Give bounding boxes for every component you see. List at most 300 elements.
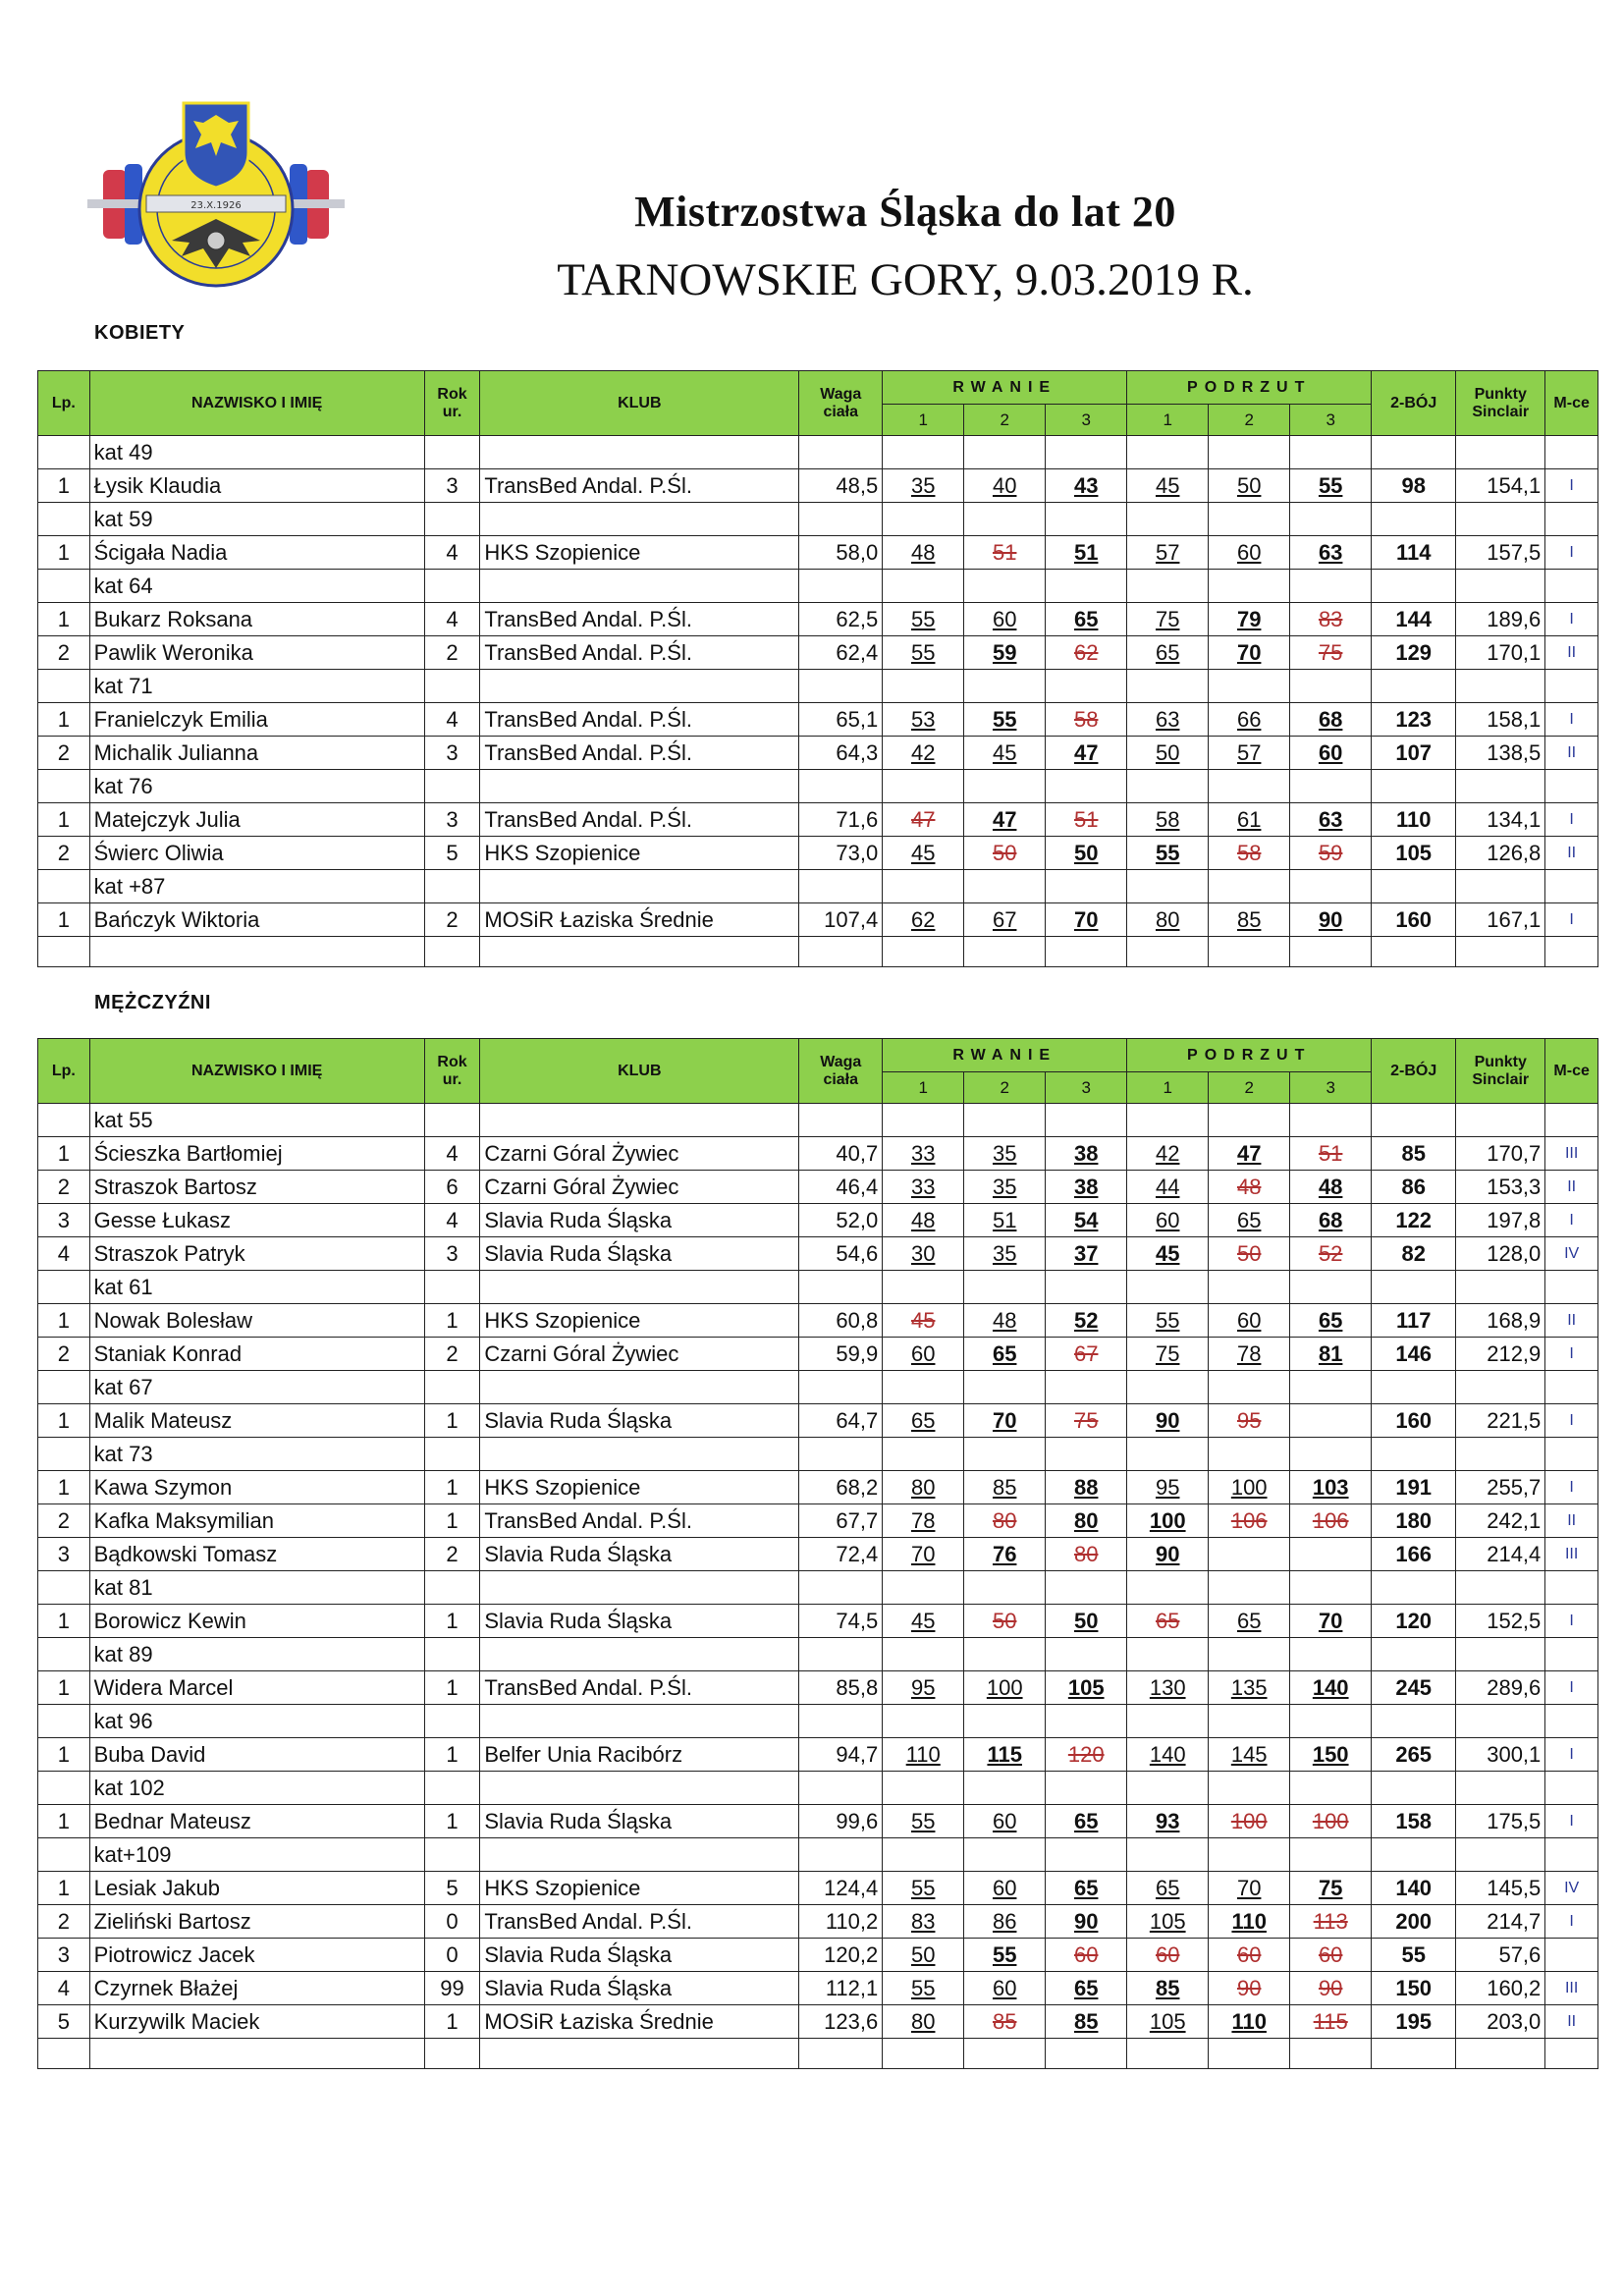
total-cell: 245 [1372,1671,1456,1705]
cj-attempt-2: 57 [1209,737,1290,770]
lp-cell: 3 [38,1538,90,1571]
total-cell: 107 [1372,737,1456,770]
table-row [38,1939,1598,1972]
body-weight: 54,6 [799,1237,883,1271]
col-header-rok: Rok ur. [424,371,480,436]
table-row [38,803,1598,837]
lp-cell: 2 [38,1171,90,1204]
sinclair-points: 157,5 [1456,536,1545,570]
club-name: Slavia Ruda Śląska [480,1972,799,2005]
snatch-attempt-3: 43 [1046,469,1127,503]
snatch-attempt-2: 60 [964,603,1046,636]
club-name: TransBed Andal. P.Śl. [480,1905,799,1939]
total-cell: 55 [1372,1939,1456,1972]
cj-attempt-3: 81 [1290,1338,1372,1371]
sinclair-points: 189,6 [1456,603,1545,636]
snatch-attempt-2: 51 [964,536,1046,570]
lp-cell: 1 [38,1872,90,1905]
body-weight: 52,0 [799,1204,883,1237]
birth-year: 99 [424,1972,480,2005]
club-name: Slavia Ruda Śląska [480,1805,799,1838]
col-header-place: M-ce [1545,371,1598,436]
cj-attempt-2: 60 [1209,536,1290,570]
cj-attempt-3: 55 [1290,469,1372,503]
table-row [38,2005,1598,2039]
col-header-sinclair: Punkty Sinclair [1456,1039,1545,1104]
lp-cell: 1 [38,1605,90,1638]
body-weight: 74,5 [799,1605,883,1638]
cj-attempt-2: 50 [1209,469,1290,503]
snatch-attempt-2: 55 [964,703,1046,737]
place-cell: I [1545,1671,1598,1705]
table-row [38,703,1598,737]
snatch-attempt-1: 55 [883,636,964,670]
cj-attempt-3: 70 [1290,1605,1372,1638]
cj-attempt-3: 63 [1290,536,1372,570]
total-cell: 150 [1372,1972,1456,2005]
body-weight: 59,9 [799,1338,883,1371]
cj-attempt-1: 42 [1127,1137,1209,1171]
snatch-attempt-2: 65 [964,1338,1046,1371]
total-cell: 110 [1372,803,1456,837]
body-weight: 40,7 [799,1137,883,1171]
cj-attempt-3: 60 [1290,737,1372,770]
weight-category: kat +87 [89,870,424,903]
cj-attempt-3: 63 [1290,803,1372,837]
snatch-attempt-2: 60 [964,1972,1046,2005]
col-header-lp: Lp. [38,1039,90,1104]
category-row [38,1772,1598,1805]
cj-attempt-2: 90 [1209,1972,1290,2005]
category-row [38,1438,1598,1471]
body-weight: 120,2 [799,1939,883,1972]
table-row [38,1504,1598,1538]
category-row [38,1371,1598,1404]
lp-cell: 1 [38,1671,90,1705]
cj-attempt-2: 106 [1209,1504,1290,1538]
athlete-name: Bednar Mateusz [89,1805,424,1838]
snatch-attempt-2: 85 [964,1471,1046,1504]
athlete-name: Lesiak Jakub [89,1872,424,1905]
col-header-total: 2-BÓJ [1372,1039,1456,1104]
place-cell: I [1545,1338,1598,1371]
sinclair-points: 168,9 [1456,1304,1545,1338]
snatch-attempt-2: 100 [964,1671,1046,1705]
sinclair-points: 203,0 [1456,2005,1545,2039]
cj-attempt-1: 85 [1127,1972,1209,2005]
cj-attempt-1: 45 [1127,469,1209,503]
snatch-attempt-3: 80 [1046,1538,1127,1571]
lp-cell: 1 [38,536,90,570]
body-weight: 62,5 [799,603,883,636]
snatch-attempt-2: 86 [964,1905,1046,1939]
cj-attempt-3: 103 [1290,1471,1372,1504]
cj-attempt-1: 90 [1127,1538,1209,1571]
sinclair-points: 154,1 [1456,469,1545,503]
cj-attempt-1: 44 [1127,1171,1209,1204]
athlete-name: Michalik Julianna [89,737,424,770]
cj-attempt-3: 59 [1290,837,1372,870]
athlete-name: Zieliński Bartosz [89,1905,424,1939]
snatch-attempt-2: 67 [964,903,1046,937]
body-weight: 46,4 [799,1171,883,1204]
weight-category: kat 55 [89,1104,424,1137]
club-name: Czarni Góral Żywiec [480,1338,799,1371]
snatch-attempt-1: 78 [883,1504,964,1538]
col-header-podrzut: PODRZUT [1127,371,1372,405]
total-cell: 123 [1372,703,1456,737]
cj-attempt-3: 140 [1290,1671,1372,1705]
lp-cell: 4 [38,1237,90,1271]
athlete-name: Nowak Bolesław [89,1304,424,1338]
snatch-attempt-2: 80 [964,1504,1046,1538]
cj-attempt-1: 60 [1127,1939,1209,1972]
col-header-attempt-1: 1 [1127,1072,1209,1104]
category-row [38,436,1598,469]
cj-attempt-2: 58 [1209,837,1290,870]
table-row [38,1872,1598,1905]
total-cell: 86 [1372,1171,1456,1204]
total-cell: 122 [1372,1204,1456,1237]
birth-year: 1 [424,1805,480,1838]
col-header-attempt-2: 2 [1209,1072,1290,1104]
athlete-name: Straszok Bartosz [89,1171,424,1204]
lp-cell: 1 [38,1404,90,1438]
body-weight: 94,7 [799,1738,883,1772]
table-row [38,1204,1598,1237]
birth-year: 1 [424,1404,480,1438]
birth-year: 1 [424,1471,480,1504]
table-row [38,1171,1598,1204]
athlete-name: Malik Mateusz [89,1404,424,1438]
snatch-attempt-3: 58 [1046,703,1127,737]
sinclair-points: 197,8 [1456,1204,1545,1237]
place-cell: I [1545,1605,1598,1638]
sinclair-points: 214,7 [1456,1905,1545,1939]
table-row [38,737,1598,770]
lp-cell: 2 [38,1905,90,1939]
snatch-attempt-1: 95 [883,1671,964,1705]
birth-year: 1 [424,1671,480,1705]
snatch-attempt-3: 50 [1046,1605,1127,1638]
col-header-attempt-2: 2 [964,1072,1046,1104]
snatch-attempt-2: 40 [964,469,1046,503]
cj-attempt-3: 90 [1290,1972,1372,2005]
snatch-attempt-1: 110 [883,1738,964,1772]
total-cell: 160 [1372,903,1456,937]
cj-attempt-1: 65 [1127,636,1209,670]
snatch-attempt-2: 45 [964,737,1046,770]
athlete-name: Kurzywilk Maciek [89,2005,424,2039]
snatch-attempt-2: 115 [964,1738,1046,1772]
snatch-attempt-3: 37 [1046,1237,1127,1271]
body-weight: 58,0 [799,536,883,570]
snatch-attempt-3: 105 [1046,1671,1127,1705]
cj-attempt-3: 83 [1290,603,1372,636]
weight-category: kat 102 [89,1772,424,1805]
club-name: MOSiR Łaziska Średnie [480,2005,799,2039]
birth-year: 4 [424,703,480,737]
body-weight: 112,1 [799,1972,883,2005]
snatch-attempt-2: 35 [964,1171,1046,1204]
place-cell: I [1545,1471,1598,1504]
sinclair-points: 160,2 [1456,1972,1545,2005]
sinclair-points: 138,5 [1456,737,1545,770]
snatch-attempt-3: 80 [1046,1504,1127,1538]
snatch-attempt-1: 42 [883,737,964,770]
club-name: TransBed Andal. P.Śl. [480,803,799,837]
table-row [38,1671,1598,1705]
club-name: TransBed Andal. P.Śl. [480,603,799,636]
athlete-name: Kafka Maksymilian [89,1504,424,1538]
snatch-attempt-3: 60 [1046,1939,1127,1972]
table-row [38,1972,1598,2005]
page-subtitle: TARNOWSKIE GORY, 9.03.2019 R. [557,254,1254,305]
snatch-attempt-1: 47 [883,803,964,837]
weight-category: kat 67 [89,1371,424,1404]
club-name: TransBed Andal. P.Śl. [480,703,799,737]
total-cell: 265 [1372,1738,1456,1772]
athlete-name: Piotrowicz Jacek [89,1939,424,1972]
total-cell: 166 [1372,1538,1456,1571]
snatch-attempt-1: 48 [883,536,964,570]
section-label-women: KOBIETY [94,322,186,344]
sinclair-points: 145,5 [1456,1872,1545,1905]
snatch-attempt-3: 65 [1046,1972,1127,2005]
sinclair-points: 57,6 [1456,1939,1545,1972]
table-row [38,1805,1598,1838]
athlete-name: Świerc Oliwia [89,837,424,870]
total-cell: 117 [1372,1304,1456,1338]
body-weight: 110,2 [799,1905,883,1939]
table-row [38,837,1598,870]
athlete-name: Czyrnek Błażej [89,1972,424,2005]
athlete-name: Matejczyk Julia [89,803,424,837]
sinclair-points: 128,0 [1456,1237,1545,1271]
snatch-attempt-3: 51 [1046,803,1127,837]
col-header-klub: KLUB [480,1039,799,1104]
birth-year: 2 [424,1338,480,1371]
sinclair-points: 175,5 [1456,1805,1545,1838]
cj-attempt-2: 110 [1209,1905,1290,1939]
category-row [38,870,1598,903]
results-table-women [37,370,1598,967]
body-weight: 68,2 [799,1471,883,1504]
cj-attempt-1: 63 [1127,703,1209,737]
col-header-attempt-3: 3 [1290,405,1372,436]
weight-category: kat 96 [89,1705,424,1738]
lp-cell: 3 [38,1939,90,1972]
cj-attempt-3: 100 [1290,1805,1372,1838]
cj-attempt-3: 75 [1290,636,1372,670]
club-name: MOSiR Łaziska Średnie [480,903,799,937]
athlete-name: Straszok Patryk [89,1237,424,1271]
cj-attempt-2: 100 [1209,1805,1290,1838]
weight-category: kat 59 [89,503,424,536]
snatch-attempt-3: 54 [1046,1204,1127,1237]
total-cell: 129 [1372,636,1456,670]
birth-year: 1 [424,1738,480,1772]
sinclair-points: 126,8 [1456,837,1545,870]
place-cell: I [1545,1905,1598,1939]
col-header-sinclair: Punkty Sinclair [1456,371,1545,436]
category-row [38,1838,1598,1872]
cj-attempt-3: 51 [1290,1137,1372,1171]
sinclair-points: 221,5 [1456,1404,1545,1438]
col-header-attempt-1: 1 [883,1072,964,1104]
club-name: Belfer Unia Racibórz [480,1738,799,1772]
col-header-place: M-ce [1545,1039,1598,1104]
lp-cell: 4 [38,1972,90,2005]
weight-category: kat 61 [89,1271,424,1304]
body-weight: 65,1 [799,703,883,737]
cj-attempt-2: 78 [1209,1338,1290,1371]
snatch-attempt-1: 80 [883,2005,964,2039]
cj-attempt-3: 65 [1290,1304,1372,1338]
cj-attempt-2 [1209,1538,1290,1571]
cj-attempt-2: 65 [1209,1204,1290,1237]
birth-year: 4 [424,603,480,636]
empty-row [38,937,1598,967]
lp-cell: 3 [38,1204,90,1237]
total-cell: 146 [1372,1338,1456,1371]
category-row [38,770,1598,803]
col-header-attempt-3: 3 [1046,1072,1127,1104]
body-weight: 67,7 [799,1504,883,1538]
total-cell: 140 [1372,1872,1456,1905]
body-weight: 73,0 [799,837,883,870]
club-name: TransBed Andal. P.Śl. [480,737,799,770]
snatch-attempt-2: 70 [964,1404,1046,1438]
club-name: HKS Szopienice [480,1471,799,1504]
cj-attempt-2: 65 [1209,1605,1290,1638]
athlete-name: Bukarz Roksana [89,603,424,636]
athlete-name: Franielczyk Emilia [89,703,424,737]
athlete-name: Bądkowski Tomasz [89,1538,424,1571]
cj-attempt-3 [1290,1538,1372,1571]
snatch-attempt-3: 85 [1046,2005,1127,2039]
total-cell: 105 [1372,837,1456,870]
birth-year: 0 [424,1905,480,1939]
table-row [38,1538,1598,1571]
sinclair-points: 152,5 [1456,1605,1545,1638]
place-cell: III [1545,1137,1598,1171]
cj-attempt-1: 75 [1127,603,1209,636]
table-row [38,1137,1598,1171]
snatch-attempt-2: 59 [964,636,1046,670]
lp-cell: 1 [38,1738,90,1772]
total-cell: 158 [1372,1805,1456,1838]
athlete-name: Borowicz Kewin [89,1605,424,1638]
club-name: TransBed Andal. P.Śl. [480,469,799,503]
weight-category: kat 89 [89,1638,424,1671]
athlete-name: Łysik Klaudia [89,469,424,503]
snatch-attempt-1: 48 [883,1204,964,1237]
cj-attempt-1: 55 [1127,837,1209,870]
place-cell: IV [1545,1237,1598,1271]
snatch-attempt-1: 80 [883,1471,964,1504]
snatch-attempt-3: 38 [1046,1137,1127,1171]
snatch-attempt-3: 70 [1046,903,1127,937]
snatch-attempt-1: 35 [883,469,964,503]
sinclair-points: 214,4 [1456,1538,1545,1571]
snatch-attempt-1: 30 [883,1237,964,1271]
sinclair-points: 170,1 [1456,636,1545,670]
table-row [38,1471,1598,1504]
snatch-attempt-3: 47 [1046,737,1127,770]
cj-attempt-1: 90 [1127,1404,1209,1438]
cj-attempt-2: 60 [1209,1304,1290,1338]
col-header-rwanie: RWANIE [883,1039,1127,1072]
snatch-attempt-3: 62 [1046,636,1127,670]
place-cell: I [1545,903,1598,937]
cj-attempt-1: 55 [1127,1304,1209,1338]
place-cell: III [1545,1538,1598,1571]
body-weight: 123,6 [799,2005,883,2039]
athlete-name: Staniak Konrad [89,1338,424,1371]
club-name: Slavia Ruda Śląska [480,1605,799,1638]
body-weight: 72,4 [799,1538,883,1571]
body-weight: 64,3 [799,737,883,770]
cj-attempt-3 [1290,1404,1372,1438]
athlete-name: Widera Marcel [89,1671,424,1705]
snatch-attempt-1: 55 [883,1805,964,1838]
weight-category: kat 49 [89,436,424,469]
birth-year: 3 [424,469,480,503]
lp-cell: 1 [38,1137,90,1171]
cj-attempt-2: 47 [1209,1137,1290,1171]
total-cell: 98 [1372,469,1456,503]
cj-attempt-3: 60 [1290,1939,1372,1972]
athlete-name: Ścigała Nadia [89,536,424,570]
lp-cell: 1 [38,1304,90,1338]
table-row [38,1605,1598,1638]
sinclair-points: 300,1 [1456,1738,1545,1772]
category-row [38,1271,1598,1304]
place-cell: I [1545,1404,1598,1438]
club-name: Slavia Ruda Śląska [480,1538,799,1571]
snatch-attempt-2: 76 [964,1538,1046,1571]
birth-year: 5 [424,837,480,870]
cj-attempt-2: 100 [1209,1471,1290,1504]
birth-year: 4 [424,1204,480,1237]
place-cell: II [1545,1171,1598,1204]
place-cell: I [1545,1805,1598,1838]
snatch-attempt-2: 50 [964,837,1046,870]
snatch-attempt-3: 38 [1046,1171,1127,1204]
birth-year: 2 [424,903,480,937]
snatch-attempt-2: 35 [964,1237,1046,1271]
category-row [38,670,1598,703]
lp-cell: 5 [38,2005,90,2039]
cj-attempt-2: 61 [1209,803,1290,837]
snatch-attempt-3: 52 [1046,1304,1127,1338]
table-row [38,1338,1598,1371]
body-weight: 64,7 [799,1404,883,1438]
total-cell: 144 [1372,603,1456,636]
athlete-name: Ścieszka Bartłomiej [89,1137,424,1171]
table-row [38,469,1598,503]
cj-attempt-1: 93 [1127,1805,1209,1838]
cj-attempt-2: 135 [1209,1671,1290,1705]
cj-attempt-3: 113 [1290,1905,1372,1939]
club-name: Slavia Ruda Śląska [480,1204,799,1237]
snatch-attempt-3: 67 [1046,1338,1127,1371]
lp-cell: 1 [38,1471,90,1504]
body-weight: 124,4 [799,1872,883,1905]
cj-attempt-2: 110 [1209,2005,1290,2039]
cj-attempt-3: 90 [1290,903,1372,937]
